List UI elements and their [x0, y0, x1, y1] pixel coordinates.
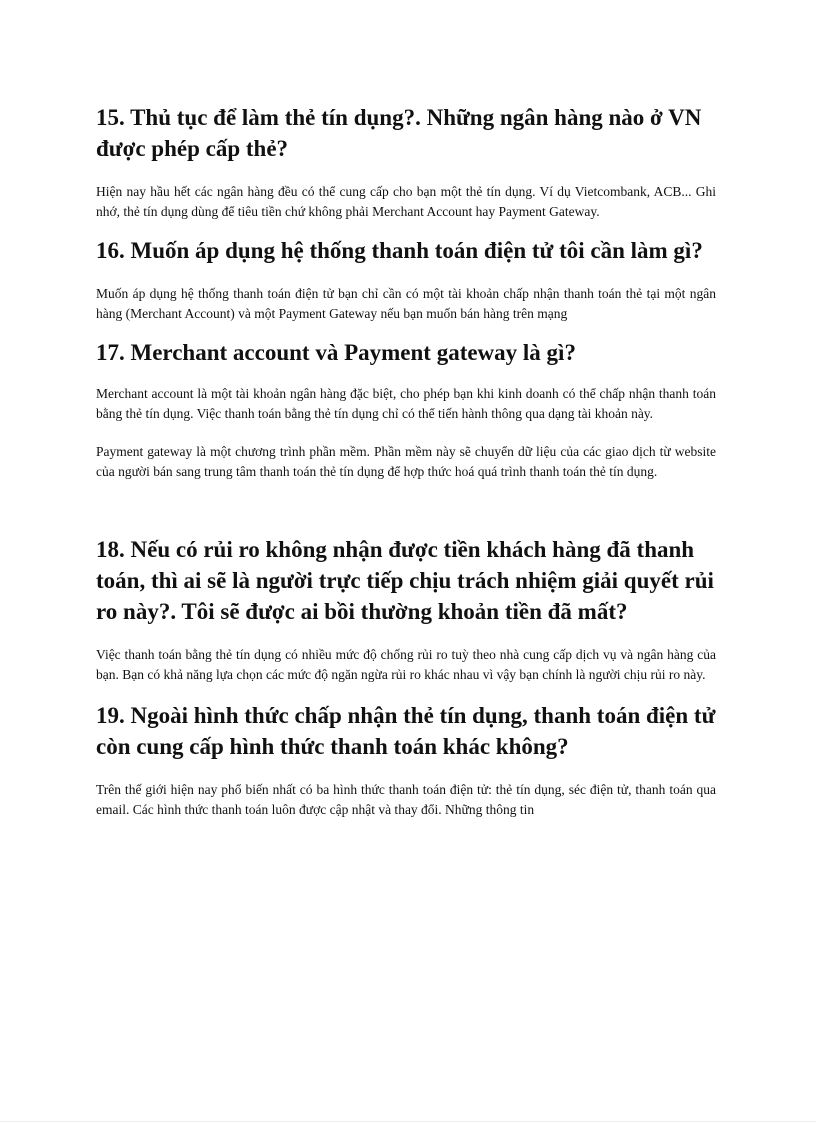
heading-question-15: 15. Thủ tục để làm thẻ tín dụng?. Những ngân hàng nào ở VN được phép cấp thẻ?	[96, 105, 702, 161]
answer-paragraph-19: Trên thế giới hiện nay phổ biến nhất có ba hình thức thanh toán điện tử: thẻ tín dụng, séc điện tử, thanh toán qua email. Các hình thức thanh toán luôn được cập nhật và thay đổi. Những thông tin	[96, 782, 716, 817]
answer-paragraph-17-payment-gateway: Payment gateway là một chương trình phần mềm. Phần mềm này sẽ chuyển dữ liệu của các giao dịch từ website của người bán sang trung tâm thanh toán thẻ tín dụng để hợp thức hoá quá trình thanh toán thẻ tín dụng.	[96, 444, 716, 479]
heading-question-19: 19. Ngoài hình thức chấp nhận thẻ tín dụng, thanh toán điện tử còn cung cấp hình thức thanh toán khác không?	[96, 703, 716, 759]
answer-paragraph-18: Việc thanh toán bằng thẻ tín dụng có nhiều mức độ chống rủi ro tuỳ theo nhà cung cấp dịch vụ và ngân hàng của bạn. Bạn có khả năng lựa chọn các mức độ ngăn ngừa rủi ro khác nhau vì vậy bạn chính là người chịu rủi ro này.	[96, 647, 716, 682]
heading-question-18: 18. Nếu có rủi ro không nhận được tiền khách hàng đã thanh toán, thì ai sẽ là người trực tiếp chịu trách nhiệm giải quyết rủi ro này?. Tôi sẽ được ai bồi thường khoản tiền đã mất?	[96, 537, 714, 624]
document-body	[96, 100, 716, 819]
answer-paragraph-15: Hiện nay hầu hết các ngân hàng đều có thể cung cấp cho bạn một thẻ tín dụng. Ví dụ Vietcombank, ACB... Ghi nhớ, thẻ tín dụng dùng để tiêu tiền chứ không phải Merchant Account hay Payment Gateway.	[96, 184, 716, 219]
answer-paragraph-17-merchant-account: Merchant account là một tài khoản ngân hàng đặc biệt, cho phép bạn khi kinh doanh có thể chấp nhận thanh toán bằng thẻ tín dụng. Việc thanh toán bằng thẻ tín dụng chỉ có thể tiến hành thông qua dạng tài khoản này.	[96, 386, 716, 421]
heading-question-16: 16. Muốn áp dụng hệ thống thanh toán điện tử tôi cần làm gì?	[96, 238, 703, 263]
page-bottom-edge	[0, 1121, 816, 1122]
heading-question-17: 17. Merchant account và Payment gateway là gì?	[96, 340, 576, 365]
answer-paragraph-16: Muốn áp dụng hệ thống thanh toán điện tử bạn chỉ cần có một tài khoản chấp nhận thanh toán thẻ tại một ngân hàng (Merchant Account) và một Payment Gateway nếu bạn muốn bán hàng trên mạng	[96, 286, 716, 321]
